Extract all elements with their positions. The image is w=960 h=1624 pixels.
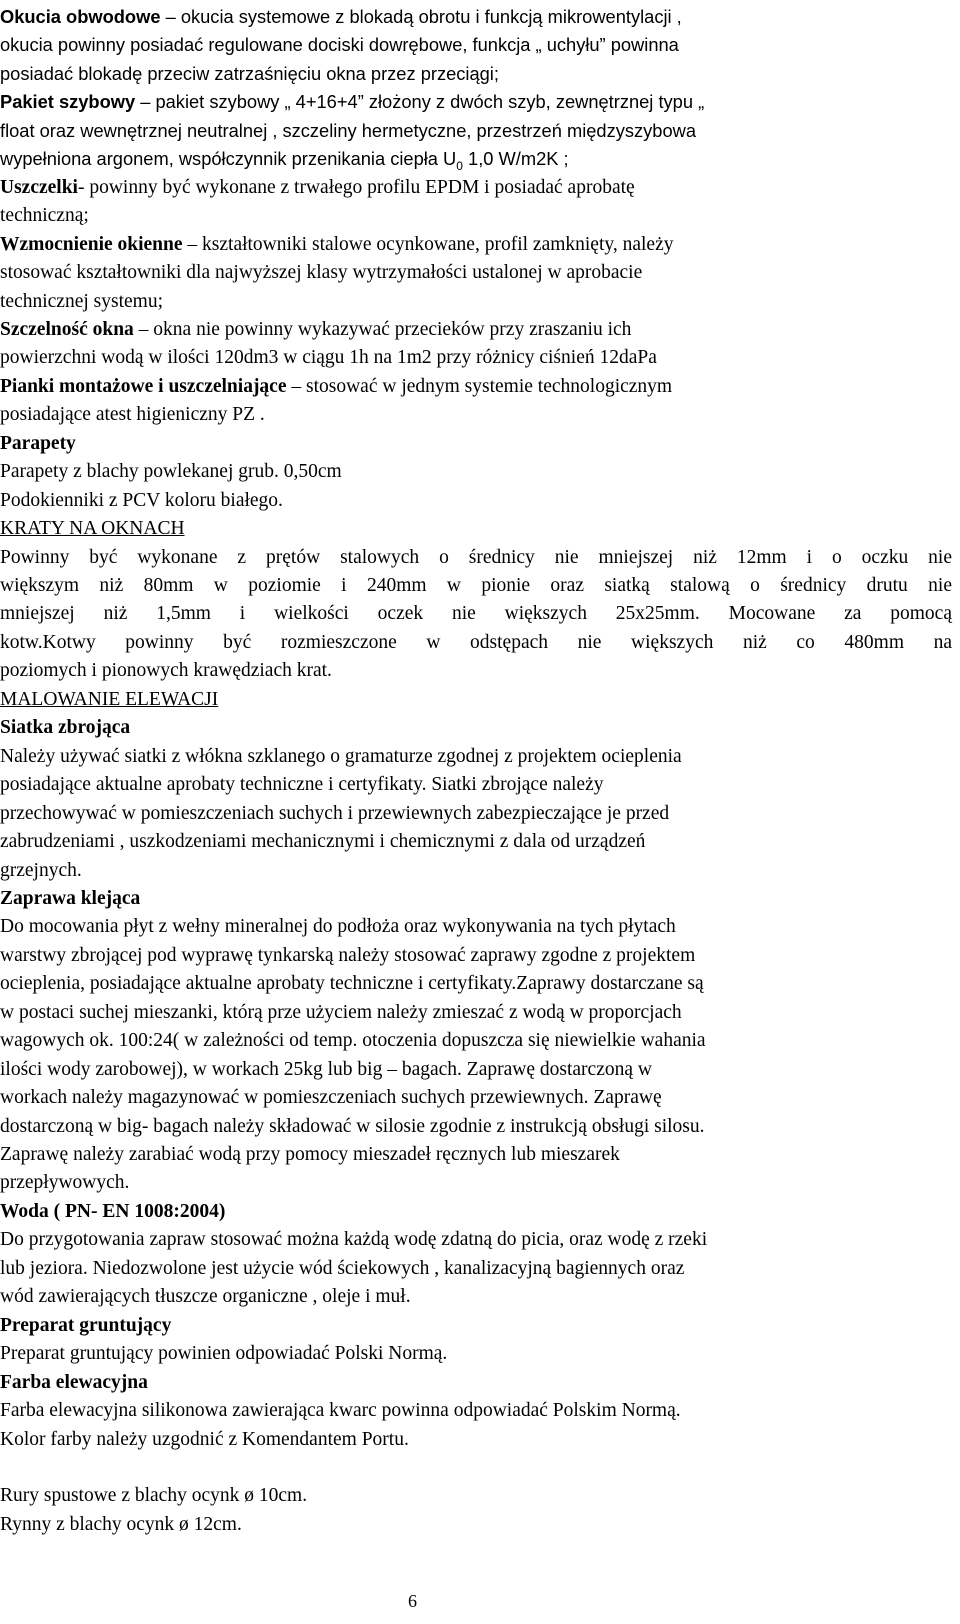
text-line xyxy=(0,1339,447,1368)
text-line xyxy=(0,173,635,202)
text-run: okucia powinny posiadać regulowane dociski dowrębowe, funkcja „ uchyłu” powinna xyxy=(0,34,679,56)
text-run: – pakiet szybowy „ 4+16+4” złożony z dwóch szyb, zewnętrznej typu „ xyxy=(135,91,705,113)
text-run: – okucia systemowe z blokadą obrotu i funkcją mikrowentylacji , xyxy=(160,6,682,27)
text-run: grzejnych. xyxy=(0,859,82,881)
text-line xyxy=(0,486,283,515)
bold-heading-run: Preparat gruntujący xyxy=(0,1314,172,1336)
text-line xyxy=(0,116,696,146)
text-line xyxy=(0,1254,684,1283)
text-line xyxy=(0,571,952,600)
text-line xyxy=(0,1140,620,1169)
text-line xyxy=(0,1311,171,1340)
section-heading: MALOWANIE ELEWACJI xyxy=(0,688,219,710)
bold-heading-run: Siatka zbrojąca xyxy=(0,717,131,739)
text-line xyxy=(0,1083,662,1112)
text-run: Należy używać siatki z włókna szklanego o gramaturze zgodnej z projektem ocieplenia xyxy=(0,745,682,767)
text-line xyxy=(0,884,140,913)
text-line xyxy=(0,1282,411,1311)
text-run: 1,0 W/m2K ; xyxy=(462,148,569,170)
text-line xyxy=(0,827,645,856)
bold-heading-run: Okucia obwodowe xyxy=(0,6,161,27)
text-run: Do mocowania płyt z wełny mineralnej do podłoża oraz wykonywania na tych płytach xyxy=(0,916,676,938)
text-line xyxy=(0,230,674,259)
text-line xyxy=(0,856,82,885)
text-line xyxy=(0,1510,242,1539)
text-line xyxy=(0,713,130,742)
text-line xyxy=(0,656,332,685)
bold-heading-run: Uszczelki xyxy=(0,176,78,198)
text-run: workach należy magazynować w pomieszczeniach suchych przewiewnych. Zaprawę xyxy=(0,1087,662,1109)
text-run: posiadać blokadę przeciw zatrzaśnięciu okna przez przeciągi; xyxy=(0,62,499,84)
text-run: Powinny być wykonane z prętów stalowych o średnicy nie mniejszej niż 12mm i o oczku nie xyxy=(0,546,952,568)
text-run: poziomych i pionowych krawędziach krat. xyxy=(0,660,332,682)
text-line xyxy=(0,1396,681,1425)
text-run: stosować kształtowniki dla najwyższej klasy wytrzymałości ustalonej w aprobacie xyxy=(0,262,643,284)
text-line xyxy=(0,1368,148,1397)
text-line xyxy=(0,1197,225,1226)
text-line xyxy=(0,2,682,32)
text-run: powierzchni wodą w ilości 120dm3 w ciągu 1h na 1m2 przy różnicy ciśnień 12daPa xyxy=(0,347,657,369)
text-run: lub jeziora. Niedozwolone jest użycie wód ściekowych , kanalizacyjną bagiennych oraz xyxy=(0,1257,685,1279)
text-run: ilości wody zarobowej), w workach 25kg lub big – bagach. Zaprawę dostarczoną w xyxy=(0,1058,652,1080)
text-run: warstwy zbrojącej pod wyprawę tynkarską należy stosować zaprawy zgodne z projektem xyxy=(0,944,696,966)
text-line xyxy=(0,372,672,401)
text-line xyxy=(0,1168,129,1197)
text-line xyxy=(0,969,704,998)
text-run: mniejszej niż 1,5mm i wielkości oczek nie większych 25x25mm. Mocowane za pomocą xyxy=(0,603,952,625)
text-line xyxy=(0,287,163,316)
text-line xyxy=(0,30,679,60)
text-run: Rury spustowe z blachy ocynk ø 10cm. xyxy=(0,1485,308,1507)
text-run: dostarczoną w big- bagach należy składować w silosie zgodnie z instrukcją obsługi silosu. xyxy=(0,1115,705,1137)
text-run: Zaprawę należy zarabiać wodą przy pomocy mieszadeł ręcznych lub mieszarek xyxy=(0,1144,620,1165)
text-line xyxy=(0,770,603,799)
text-line xyxy=(0,742,682,771)
text-line xyxy=(0,1055,652,1084)
text-line xyxy=(0,912,676,941)
text-run: float oraz wewnętrznej neutralnej , szczeliny hermetyczne, przestrzeń międzyszybowa xyxy=(0,119,696,141)
text-run: – okna nie powinny wykazywać przecieków przy zraszaniu ich xyxy=(133,318,632,340)
text-run: przepływowych. xyxy=(0,1172,130,1194)
text-run: posiadające aktualne aprobaty techniczne i certyfikaty. Siatki zbrojące należy xyxy=(0,774,604,796)
text-run: Kolor farby należy uzgodnić z Komendantem Portu. xyxy=(0,1428,409,1450)
text-line xyxy=(0,628,952,657)
text-line xyxy=(0,543,952,572)
text-run: wód zawierających tłuszcze organiczne , oleje i muł. xyxy=(0,1286,411,1308)
text-run: technicznej systemu; xyxy=(0,290,163,312)
text-line xyxy=(0,799,669,828)
text-line xyxy=(0,1481,307,1510)
bold-heading-run: Pianki montażowe i uszczelniające xyxy=(0,375,287,397)
text-line xyxy=(0,87,704,117)
text-run: – stosować w jednym systemie technologicznym xyxy=(286,375,673,397)
text-line xyxy=(0,59,499,89)
text-line xyxy=(0,258,642,287)
bold-heading-run: Pakiet szybowy xyxy=(0,91,136,113)
text-run: posiadające atest higieniczny PZ . xyxy=(0,404,265,426)
bold-heading-run: Farba elewacyjna xyxy=(0,1371,148,1393)
text-run: Do przygotowania zapraw stosować można każdą wodę zdatną do picia, oraz wodę z rzeki xyxy=(0,1229,708,1251)
text-line xyxy=(0,599,952,628)
text-run: Farba elewacyjna silikonowa zawierająca kwarc powinna odpowiadać Polskim Normą. xyxy=(0,1400,681,1422)
text-line xyxy=(0,457,342,486)
text-line xyxy=(0,514,185,543)
text-line xyxy=(0,685,218,714)
text-run: Preparat gruntujący powinien odpowiadać Polski Normą. xyxy=(0,1343,448,1365)
text-run: – kształtowniki stalowe ocynkowane, profil zamknięty, należy xyxy=(182,233,674,255)
text-run: techniczną; xyxy=(0,205,89,227)
text-run: 0 xyxy=(456,159,463,174)
text-run: wypełniona argonem, współczynnik przenikania ciepła U xyxy=(0,148,457,170)
page-number: 6 xyxy=(408,1591,417,1611)
bold-heading-run: Woda ( PN- EN 1008:2004) xyxy=(0,1200,226,1222)
bold-heading-run: Parapety xyxy=(0,432,76,454)
text-line xyxy=(0,315,631,344)
text-line xyxy=(0,343,657,372)
text-line xyxy=(0,429,76,458)
text-run: zabrudzeniami , uszkodzeniami mechanicznymi i chemicznymi z dala od urządzeń xyxy=(0,831,646,853)
bold-heading-run: Zaprawa klejąca xyxy=(0,887,141,909)
text-line xyxy=(0,1112,705,1141)
bold-heading-run: Szczelność okna xyxy=(0,318,134,340)
text-line xyxy=(0,1225,707,1254)
text-run: kotw.Kotwy powinny być rozmieszczone w odstępach nie większych niż co 480mm na xyxy=(0,631,952,653)
text-run: Parapety z blachy powlekanej grub. 0,50cm xyxy=(0,461,342,483)
bold-heading-run: Wzmocnienie okienne xyxy=(0,233,183,255)
text-line xyxy=(0,1026,706,1055)
text-run: przechowywać w pomieszczeniach suchych i przewiewnych zabezpieczające je przed xyxy=(0,802,670,824)
section-heading: KRATY NA OKNACH xyxy=(0,518,185,540)
text-line xyxy=(0,201,89,230)
text-run: Rynny z blachy ocynk ø 12cm. xyxy=(0,1513,242,1535)
text-run: wagowych ok. 100:24( w zależności od temp. otoczenia dopuszcza się niewielkie wahania xyxy=(0,1030,706,1052)
text-run: - powinny być wykonane z trwałego profilu EPDM i posiadać aprobatę xyxy=(77,176,635,198)
text-run: ocieplenia, posiadające aktualne aprobaty techniczne i certyfikaty.Zaprawy dostarczane są xyxy=(0,973,704,995)
text-line xyxy=(0,400,265,429)
text-run: w postaci suchej mieszanki, którą prze użyciem należy zmieszać z wodą w proporcjach xyxy=(0,1001,682,1023)
text-line xyxy=(0,941,695,970)
text-run: Podokienniki z PCV koloru białego. xyxy=(0,489,283,511)
text-line xyxy=(0,1425,409,1454)
text-run: większym niż 80mm w poziomie i 240mm w pionie oraz siatką stalową o średnicy drutu nie xyxy=(0,575,952,596)
text-line xyxy=(0,998,682,1027)
